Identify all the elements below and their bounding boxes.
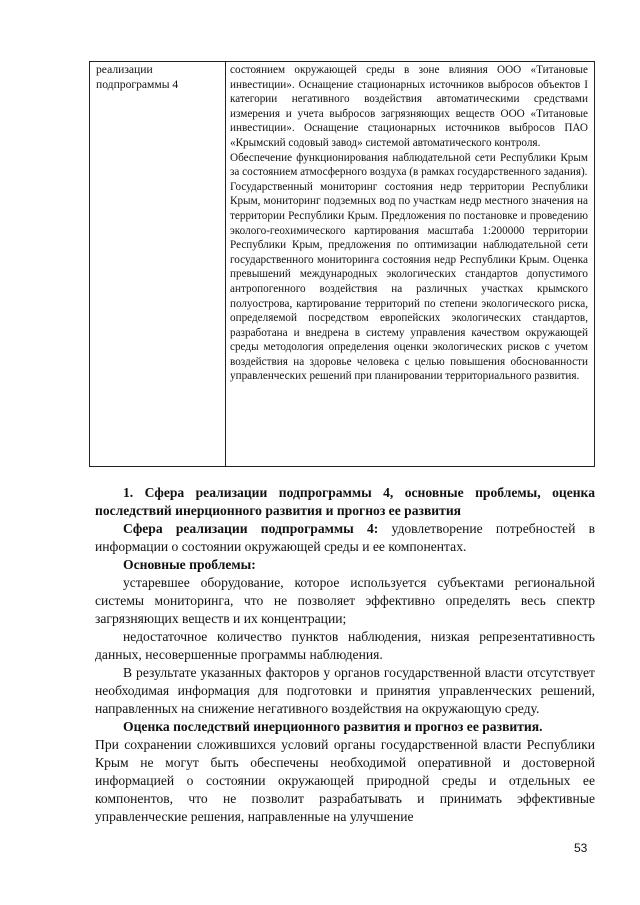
scope-paragraph bbox=[95, 520, 595, 556]
section-heading: 1. Сфера реализации подпрограммы 4, основные проблемы, оценка последствий инерционного развития и прогноз ее развития bbox=[95, 485, 595, 518]
table-paragraph: состоянием окружающей среды в зоне влияния ООО «Титановые инвестиции». Оснащение стационарных источников выбросов объектов I категории негативного воздействия автоматическими средствами измерения и учета выбросов загрязняющих веществ ООО «Титановые инвестиции». Оснащение стационарных источников выбросов ПАО «Крымский содовый завод» системой автоматического контроля. bbox=[230, 64, 588, 149]
assessment-heading: Оценка последствий инерционного развития и прогноз ее развития. bbox=[123, 719, 543, 734]
table-paragraph: Государственный мониторинг состояния недр территории Республики Крым, мониторинг подземных вод по участкам недр местного значения на территории Республики Крым. Предложения по постановке и проведению эколого-геохимического картирования масштаба 1:200000 территории Республики Крым, предложения по оптимизации наблюдательной сети государственного мониторинга состояния недр Республики Крым. Оценка превышений международных экологических стандартов допустимого антропогенного воздействия на различных участках крымского полуострова, картирование территорий по степени экологического риска, определяемой посредством европейских экологических стандартов, разработана и внедрена в систему управления качеством окружающей среды методология определения оценки экологических рисков с учетом воздействия на здоровье человека с целью повышения обоснованности управленческих решений при планировании территориального развития. bbox=[230, 180, 588, 383]
table-left-cell: реализации подпрограммы 4 bbox=[96, 63, 179, 91]
problem-item: устаревшее оборудование, которое используется субъектами региональной системы мониторинга, что не позволяет эффективно определять весь спектр загрязняющих веществ и их концентрации; bbox=[95, 575, 595, 626]
document-body bbox=[95, 484, 595, 826]
scope-label: Сфера реализации подпрограммы 4: bbox=[123, 521, 379, 536]
problem-item: недостаточное количество пунктов наблюдения, низкая репрезентативность данных, несовершенные программы наблюдения. bbox=[95, 629, 595, 662]
scope-text: удовлетворение потребностей в информации о состоянии окружающей среды и ее компонентах. bbox=[95, 521, 595, 554]
program-table bbox=[89, 61, 595, 467]
table-right-cell bbox=[230, 63, 588, 384]
assessment-paragraph: При сохранении сложившихся условий органы государственной власти Республики Крым не могут быть обеспечены необходимой оперативной и достоверной информацией о состоянии окружающей природной среды и отдельных ее компонентов, что не позволит разрабатывать и принимать эффективные управленческие решения, направленные на улучшение bbox=[95, 737, 595, 824]
table-paragraph: Обеспечение функционирования наблюдательной сети Республики Крым за состоянием атмосферного воздуха (в рамках государственного задания). bbox=[230, 151, 588, 179]
page-number: 53 bbox=[574, 841, 588, 855]
result-paragraph: В результате указанных факторов у органов государственной власти отсутствует необходимая информация для подготовки и принятия управленческих решений, направленных на снижение негативного воздействия на окружающую среду. bbox=[95, 665, 595, 716]
table-column-divider bbox=[225, 62, 226, 466]
problems-heading: Основные проблемы: bbox=[123, 557, 256, 572]
